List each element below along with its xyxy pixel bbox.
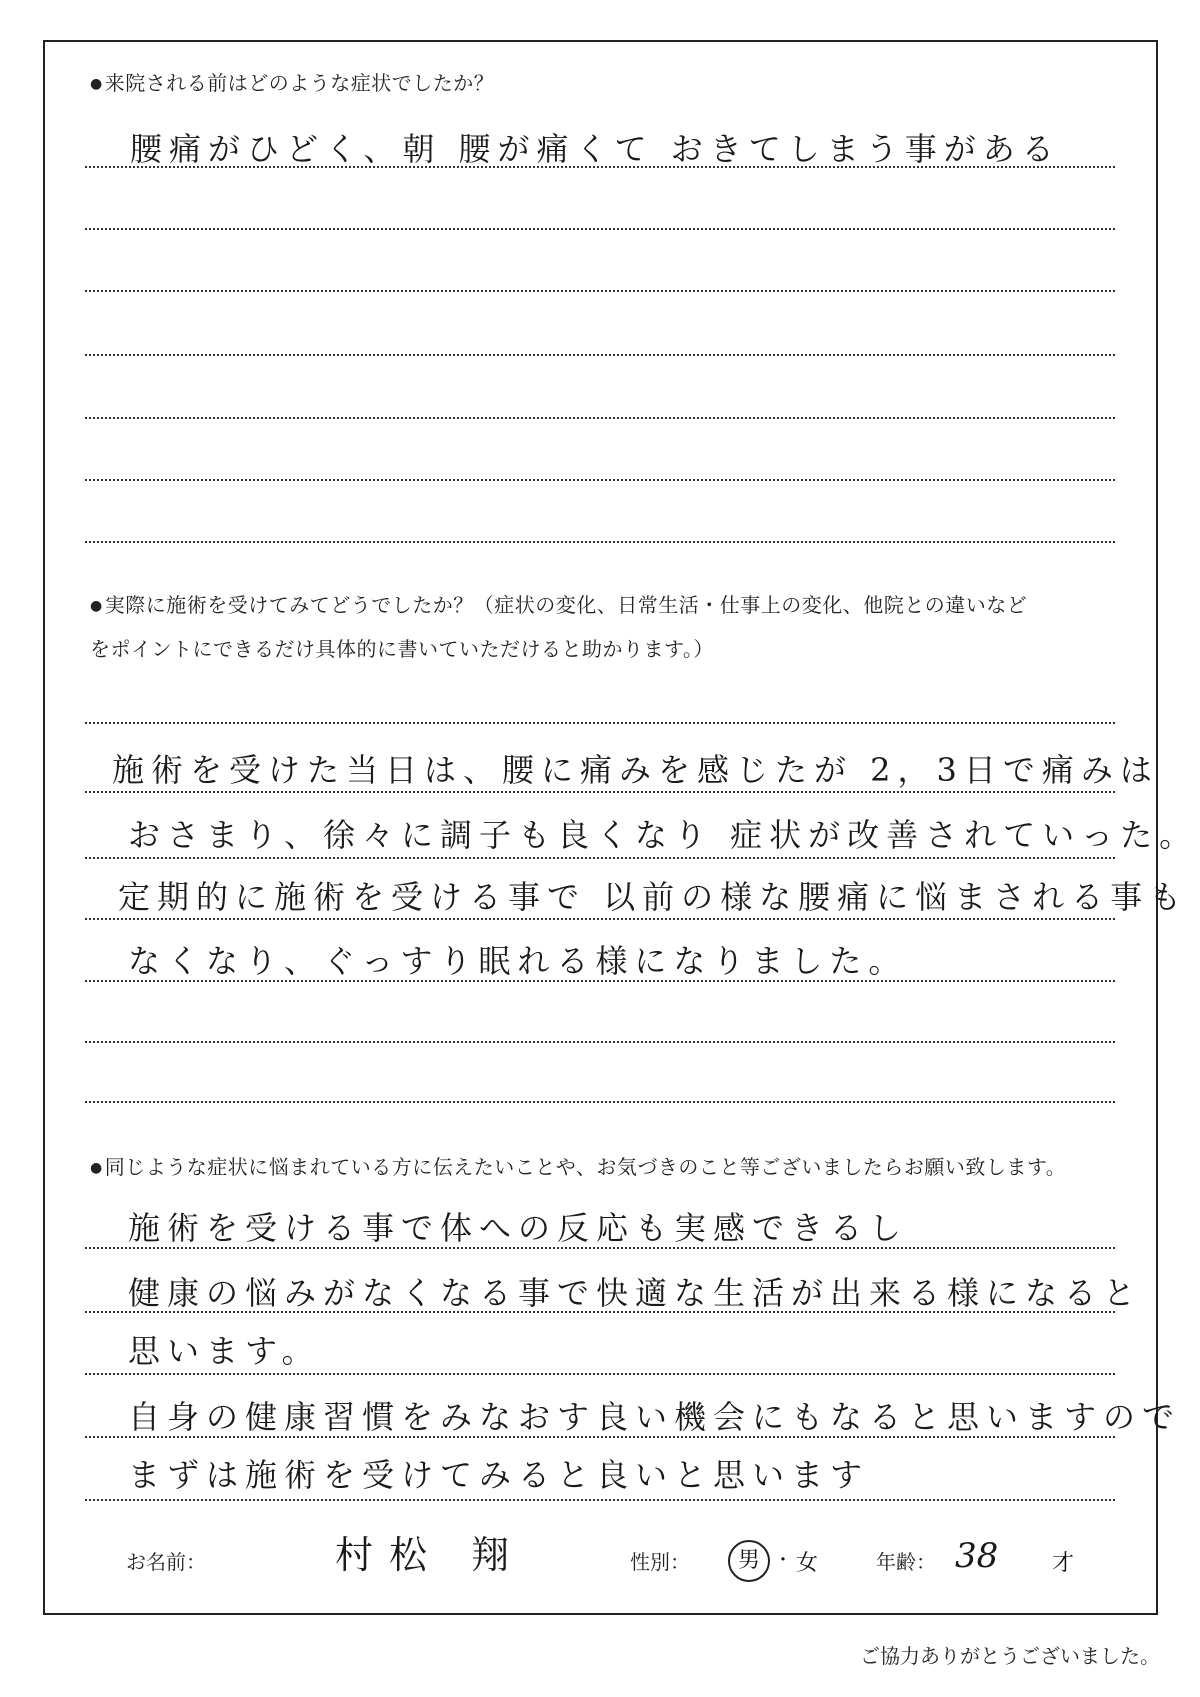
answer-2-line-3: 定期的に施術を受ける事で 以前の様な腰痛に悩まされる事も (118, 878, 1189, 916)
question-2-line-1 (90, 588, 1027, 623)
dotted-rule (85, 1101, 1115, 1103)
age-value: 38 (955, 1536, 999, 1576)
dotted-rule (85, 980, 1115, 982)
question-2-line-2: をポイントにできるだけ具体的に書いていただけると助かります。） (90, 637, 714, 661)
dotted-rule (85, 857, 1115, 859)
question-1-text: 来院される前はどのような症状でしたか？ (104, 71, 495, 95)
gender-male-circled: 男 (728, 1540, 770, 1582)
dotted-rule (85, 1247, 1115, 1249)
bullet-icon: ● (90, 598, 103, 614)
question-3 (90, 1150, 1066, 1185)
answer-3-line-4: 自身の健康習慣をみなおす良い機会にもなると思いますので (128, 1398, 1182, 1436)
dotted-rule (85, 228, 1115, 230)
gender-label: 性別： (630, 1550, 690, 1574)
name-value: 村松 翔 (335, 1533, 526, 1577)
dotted-rule (85, 479, 1115, 481)
age-label: 年齢： (876, 1550, 936, 1574)
dotted-rule (85, 1436, 1115, 1438)
answer-3-line-2: 健康の悩みがなくなる事で快適な生活が出来る様になると (128, 1274, 1143, 1312)
answer-3-line-1: 施術を受ける事で体への反応も実感できるし (128, 1209, 909, 1247)
question-2-text-1: 実際に施術を受けてみてどうでしたか？（症状の変化、日常生活・仕事上の変化、他院との違いなど (104, 593, 1028, 617)
gender-female: 女 (796, 1551, 819, 1576)
dotted-rule (85, 354, 1115, 356)
answer-3-line-3: 思います。 (128, 1332, 321, 1370)
answer-2-line-4: なくなり、ぐっすり眠れる様になりました。 (128, 942, 908, 980)
answer-3-line-5: まずは施術を受けてみると良いと思います (128, 1456, 870, 1494)
dotted-rule (85, 417, 1115, 419)
bullet-icon: ● (90, 76, 103, 92)
dotted-rule (85, 918, 1115, 920)
dotted-rule (85, 290, 1115, 292)
dotted-rule (85, 1499, 1115, 1501)
dotted-rule (85, 1373, 1115, 1375)
dotted-rule (85, 1041, 1115, 1043)
bullet-icon: ● (90, 1160, 103, 1176)
dotted-rule (85, 1311, 1115, 1313)
dotted-rule (85, 791, 1115, 793)
answer-2-line-2: おさまり、徐々に調子も良くなり 症状が改善されていった。 (128, 816, 1199, 854)
question-1 (90, 66, 494, 101)
question-3-text: 同じような症状に悩まれている方に伝えたいことや、お気づきのこと等ございましたらお願い致します。 (104, 1155, 1067, 1179)
thanks-message: ご協力ありがとうございました。 (860, 1644, 1160, 1668)
age-unit: 才 (1052, 1551, 1075, 1576)
answer-1-line-1: 腰痛がひどく、朝 腰が痛くて おきてしまう事がある (130, 130, 1061, 168)
dotted-rule (85, 166, 1115, 168)
dotted-rule (85, 722, 1115, 724)
name-label: お名前： (126, 1550, 206, 1574)
dotted-rule (85, 541, 1115, 543)
answer-2-line-1: 施術を受けた当日は、腰に痛みを感じたが 2，3日で痛みは (112, 751, 1159, 789)
gender-separator: ・ (774, 1550, 792, 1571)
